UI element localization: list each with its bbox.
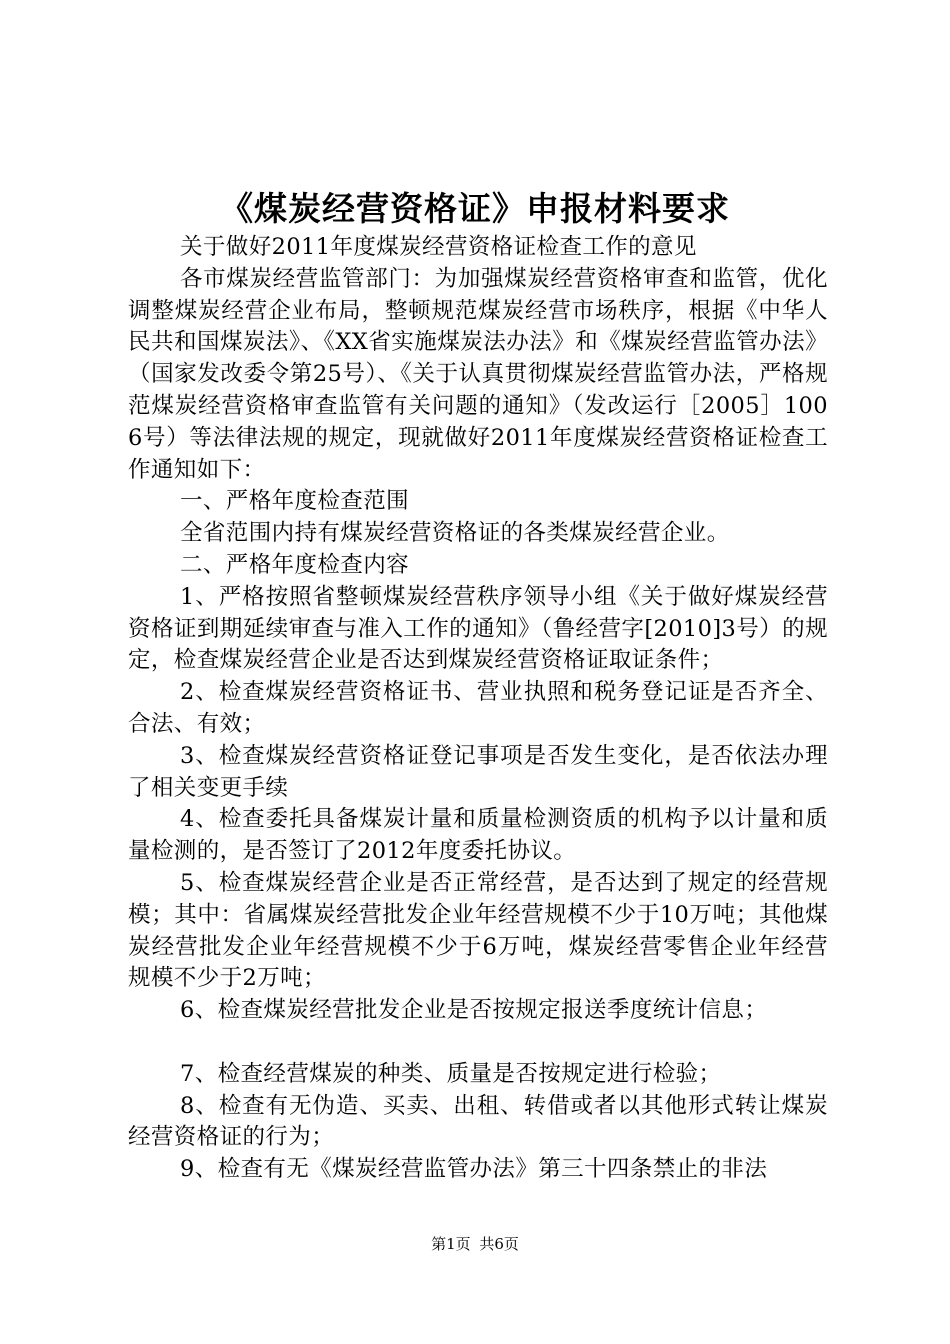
list-item-5: 5、检查煤炭经营企业是否正常经营，是否达到了规定的经营规模；其中：省属煤炭经营批发企业年经营规模不少于10万吨；其他煤炭经营批发企业年经营规模不少于6万吨，煤炭经营零售企业年经营规模不少于2万吨；: [128, 869, 828, 992]
blank-line: [128, 1027, 828, 1059]
paragraph-intro: 各市煤炭经营监管部门：为加强煤炭经营资格审查和监管，优化调整煤炭经营企业布局，整顿规范煤炭经营市场秩序，根据《中华人民共和国煤炭法》、《XX省实施煤炭法办法》和《煤炭经营监管办法》（国家发改委令第25号）、《关于认真贯彻煤炭经营监管办法，严格规范煤炭经营资格审查监管有关问题的通知》（发改运行［2005］1006号）等法律法规的规定，现就做好2011年度煤炭经营资格证检查工作通知如下：: [128, 265, 828, 483]
document-title: 《煤炭经营资格证》申报材料要求: [220, 189, 730, 228]
list-item-7: 7、检查经营煤炭的种类、质量是否按规定进行检验；: [180, 1060, 722, 1087]
page-number: 第1页: [431, 1235, 471, 1253]
section-heading-scope: 一、严格年度检查范围: [180, 488, 410, 515]
list-item-1: 1、严格按照省整顿煤炭经营秩序领导小组《关于做好煤炭经营资格证到期延续审查与准入工作的通知》（鲁经营字[2010]3号）的规定，检查煤炭经营企业是否达到煤炭经营资格证取证条件；: [128, 583, 828, 674]
paragraph-heading: 关于做好2011年度煤炭经营资格证检查工作的意见: [180, 234, 697, 260]
list-item-4: 4、检查委托具备煤炭计量和质量检测资质的机构予以计量和质量检测的，是否签订了2012年度委托协议。: [128, 806, 828, 865]
paragraph-scope: 全省范围内持有煤炭经营资格证的各类煤炭经营企业。: [180, 520, 730, 547]
list-item-9: 9、检查有无《煤炭经营监管办法》第三十四条禁止的非法: [180, 1156, 768, 1183]
list-item-2: 2、检查煤炭经营资格证书、营业执照和税务登记证是否齐全、合法、有效；: [128, 679, 828, 737]
document-body: [128, 232, 828, 1186]
list-item-8: 8、检查有无伪造、买卖、出租、转借或者以其他形式转让煤炭经营资格证的行为；: [128, 1092, 828, 1151]
page-footer: [0, 1234, 950, 1254]
list-item-3: 3、检查煤炭经营资格证登记事项是否发生变化，是否依法办理了相关变更手续: [128, 742, 828, 801]
list-item-6: 6、检查煤炭经营批发企业是否按规定报送季度统计信息；: [180, 997, 768, 1024]
section-heading-content: 二、严格年度检查内容: [180, 551, 410, 578]
page-total: 共6页: [479, 1235, 519, 1253]
